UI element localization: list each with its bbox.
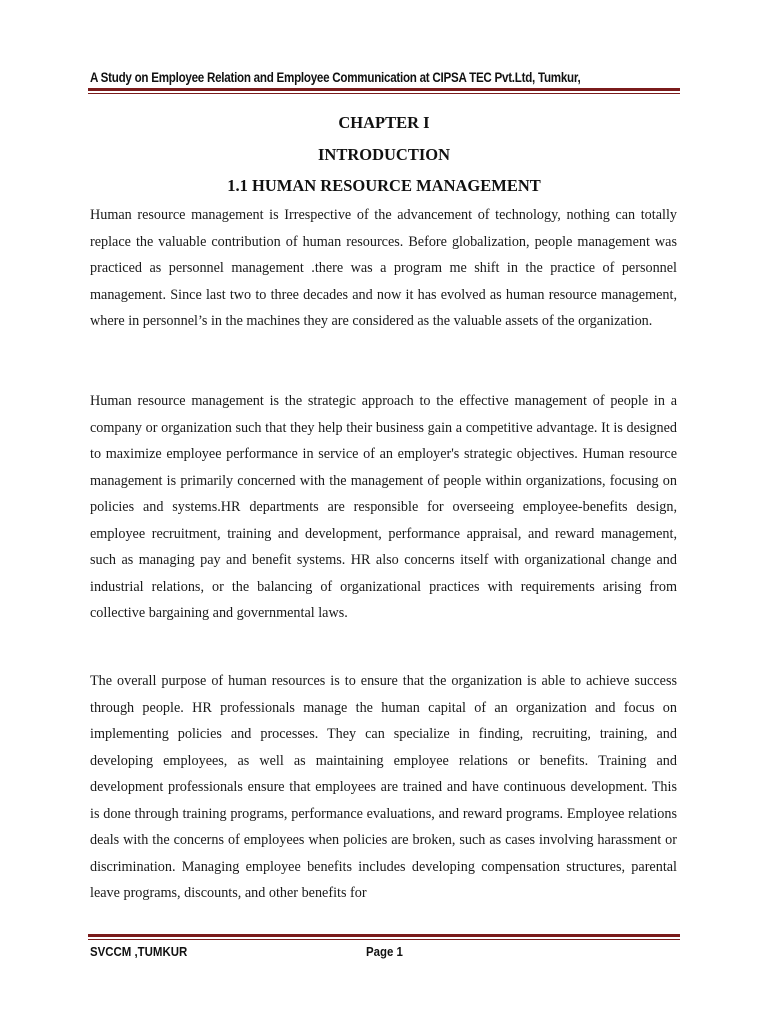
header-rule-thin xyxy=(88,93,680,94)
section-heading: 1.1 HUMAN RESOURCE MANAGEMENT xyxy=(227,176,541,195)
footer-rule-thin xyxy=(88,939,680,940)
paragraph-1: Human resource management is Irrespective of the advancement of technology, nothing can totally replace the valuable contribution of human resources. Before globalization, people management was practiced as personnel management .there was a program me shift in the practice of personnel management. Since last two to three decades and now it has evolved as human resource management, where in personnel’s in the machines they are considered as the valuable assets of the organization. xyxy=(90,207,677,329)
chapter-heading: CHAPTER I xyxy=(338,113,430,132)
footer-rule-thick xyxy=(88,934,680,937)
page-number: Page 1 xyxy=(366,944,403,959)
introduction-heading: INTRODUCTION xyxy=(317,145,451,164)
paragraph-3: The overall purpose of human resources is to ensure that the organization is able to achieve success through people. HR professionals manage the human capital of an organization and focus on implementing policies and processes. They can specialize in finding, recruiting, training, and developing employees, as well as maintaining employee relations or benefits. Training and development professionals ensure that employees are trained and have continuous development. This is done through training programs, performance evaluations, and reward programs. Employee relations deals with the concerns of employees when policies are broken, such as cases involving harassment or discrimination. Managing employee benefits includes developing compensation structures, parental leave programs, discounts, and other benefits for xyxy=(90,673,677,901)
header-rule-thick xyxy=(88,88,680,91)
footer-institution: SVCCM ,TUMKUR xyxy=(90,944,188,959)
running-header: A Study on Employee Relation and Employee Communication at CIPSA TEC Pvt.Ltd, Tumkur, xyxy=(90,70,581,85)
paragraph-2: Human resource management is the strategic approach to the effective management of people in a company or organization such that they help their business gain a competitive advantage. It is designed to maximize employee performance in service of an employer's strategic objectives. Human resource management is primarily concerned with the management of people within organizations, focusing on policies and systems.HR departments are responsible for overseeing employee-benefits design, employee recruitment, training and development, performance appraisal, and reward management, such as managing pay and benefit systems. HR also concerns itself with organizational change and industrial relations, or the balancing of organizational practices with requirements arising from collective bargaining and governmental laws. xyxy=(90,393,677,621)
